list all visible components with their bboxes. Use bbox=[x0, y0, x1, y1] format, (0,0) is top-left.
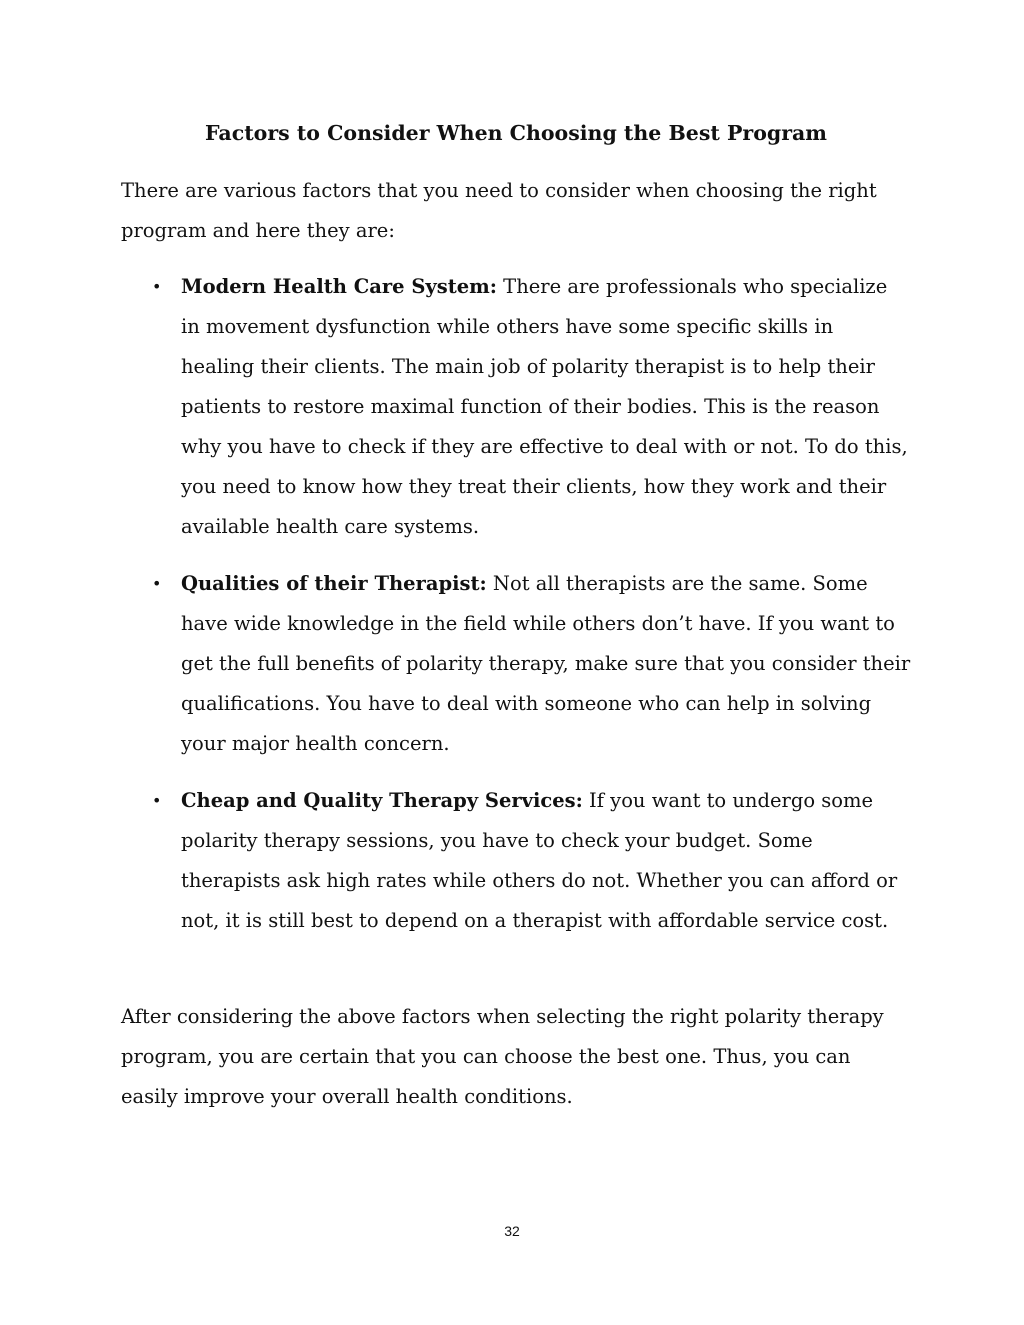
list-item bbox=[121, 267, 911, 547]
closing-paragraph: After considering the above factors when selecting the right polarity therapy program, you are certain that you can choose the best one. Thus, you can easily improve your overall health conditions. bbox=[121, 1005, 884, 1108]
section-heading: Factors to Consider When Choosing the Best Program bbox=[205, 121, 827, 145]
bullet-icon: • bbox=[152, 277, 162, 296]
list-item bbox=[121, 564, 911, 764]
bullet-term: Modern Health Care System: bbox=[181, 275, 497, 298]
bullet-icon: • bbox=[152, 574, 162, 593]
bullet-term: Qualities of their Therapist: bbox=[181, 572, 487, 595]
bullet-text: Not all therapists are the same. Some have wide knowledge in the field while others don’t have. If you want to get the full benefits of polarity therapy, make sure that you consider their qualifications. You have to deal with someone who can help in solving your major health concern. bbox=[181, 572, 911, 755]
list-item bbox=[121, 781, 911, 941]
bullet-term: Cheap and Quality Therapy Services: bbox=[181, 789, 583, 812]
bullet-text: If you want to undergo some polarity therapy sessions, you have to check your budget. Some therapists ask high rates while others do not. Whether you can afford or not, it is still best to depend on a therapist with affordable service cost. bbox=[181, 789, 898, 932]
factor-list bbox=[121, 267, 911, 958]
page-number: 32 bbox=[504, 1223, 520, 1239]
bullet-text: There are professionals who specialize in movement dysfunction while others have some specific skills in healing their clients. The main job of polarity therapist is to help their patients to restore maximal function of their bodies. This is the reason why you have to check if they are effective to deal with or not. To do this, you need to know how they treat their clients, how they work and their available health care systems. bbox=[181, 275, 908, 538]
bullet-icon: • bbox=[152, 791, 162, 810]
intro-paragraph: There are various factors that you need to consider when choosing the right program and here they are: bbox=[121, 179, 877, 242]
